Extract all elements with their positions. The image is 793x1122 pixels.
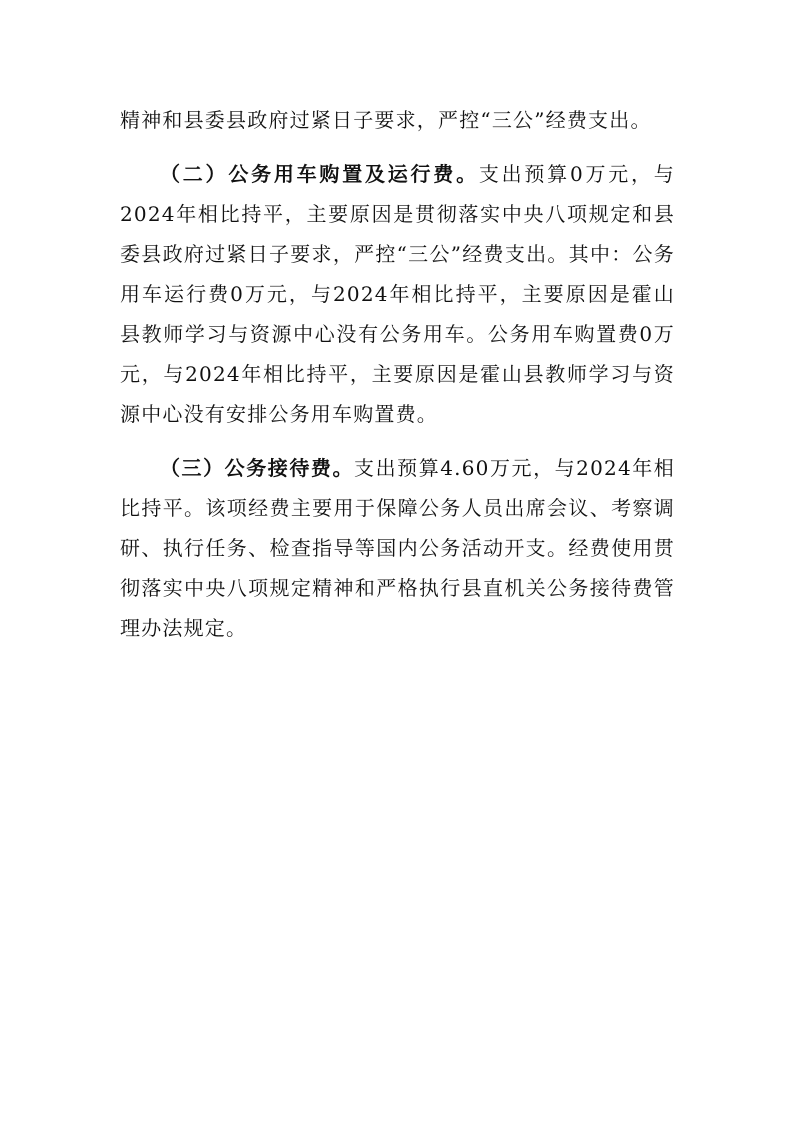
paragraph-reception-expense (120, 448, 675, 648)
paragraph-vehicle-expense (120, 154, 675, 434)
section-heading-vehicle: （二）公务用车购置及运行费。 (160, 162, 479, 186)
document-page (120, 100, 675, 648)
paragraph-text: 支出预算0万元，与2024年相比持平，主要原因是贯彻落实中央八项规定和县委县政府过紧日子要求，严控“三公”经费支出。其中：公务用车运行费0万元，与2024年相比持平，主要原因是霍山县教师学习与资源中心没有公务用车。公务用车购置费0万元，与2024年相比持平，主要原因是霍山县教师学习与资源中心没有安排公务用车购置费。 (120, 162, 675, 426)
paragraph-text: 精神和县委县政府过紧日子要求，严控“三公”经费支出。 (120, 108, 652, 132)
paragraph-continued (120, 100, 675, 140)
section-heading-reception: （三）公务接待费。 (160, 456, 355, 480)
paragraph-text: 支出预算4.60万元，与2024年相比持平。该项经费主要用于保障公务人员出席会议、考察调研、执行任务、检查指导等国内公务活动开支。经费使用贯彻落实中央八项规定精神和严格执行县直机关公务接待费管理办法规定。 (120, 456, 675, 640)
